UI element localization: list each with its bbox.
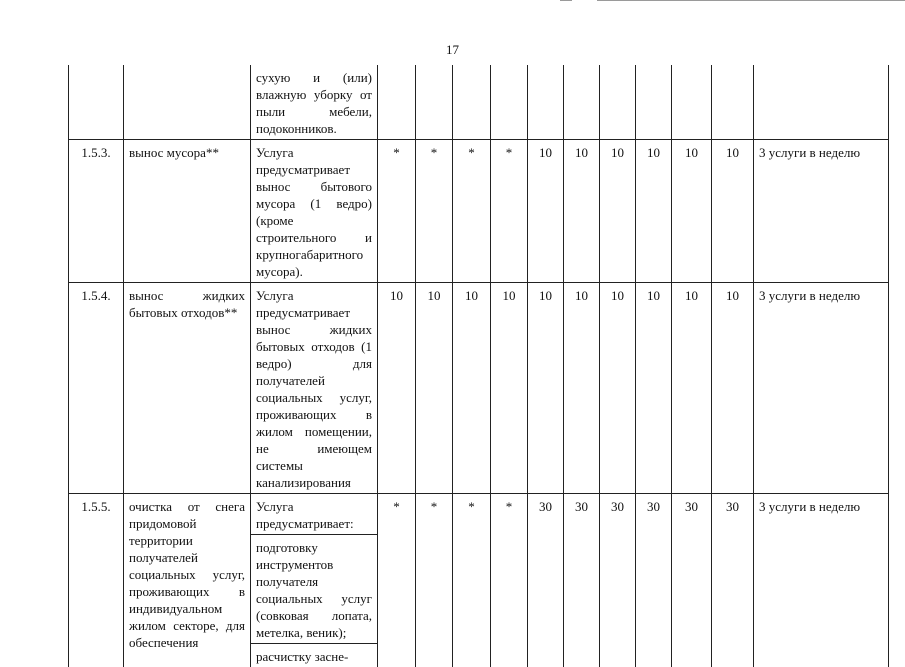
value-cell: 10 (636, 140, 672, 283)
frequency-cell: 3 услуги в неделю (754, 494, 889, 667)
value-cell: * (453, 140, 491, 283)
description-part: Услуга предусматривает вынос бытового мусора (1 ведро) (кроме строительного и крупногабаритного мусора). (251, 140, 377, 282)
value-cell: * (378, 140, 416, 283)
value-cell: * (453, 494, 491, 667)
value-cell (416, 65, 453, 140)
page-number: 17 (0, 42, 905, 58)
value-cell: 10 (600, 140, 636, 283)
service-name: вынос жидких бытовых отходов** (124, 283, 251, 494)
service-name (124, 65, 251, 140)
value-cell: * (416, 140, 453, 283)
value-cell: 10 (491, 283, 528, 494)
value-cell: 30 (528, 494, 564, 667)
value-cell: * (491, 494, 528, 667)
table-row (69, 494, 889, 667)
service-description (251, 494, 378, 667)
value-cell: 30 (564, 494, 600, 667)
value-cell: * (378, 494, 416, 667)
row-number (69, 65, 124, 140)
services-table (68, 65, 888, 598)
service-name: очистка от снега придомовой территории получателей социальных услуг, проживающих в индивидуальном жилом секторе, для обеспечения (124, 494, 251, 667)
value-cell: * (416, 494, 453, 667)
value-cell: 10 (453, 283, 491, 494)
description-part: Услуга предусматривает: (251, 494, 377, 534)
row-number: 1.5.3. (69, 140, 124, 283)
value-cell: 10 (378, 283, 416, 494)
table-row (69, 65, 889, 140)
value-cell: 10 (564, 283, 600, 494)
service-description (251, 65, 378, 140)
value-cell: 10 (672, 140, 712, 283)
value-cell: 30 (712, 494, 754, 667)
value-cell: 10 (636, 283, 672, 494)
value-cell: 30 (636, 494, 672, 667)
value-cell: 10 (528, 140, 564, 283)
value-cell: 10 (416, 283, 453, 494)
description-part: Услуга предусматривает вынос жидких бытовых отходов (1 ведро) для получателей социальных услуг, проживающих в жилом помещении, не имеющем системы канализирования (251, 283, 377, 493)
service-name: вынос мусора** (124, 140, 251, 283)
value-cell (528, 65, 564, 140)
description-part: подготовку инструментов получателя социальных услуг (совковая лопата, метелка, веник); (251, 534, 377, 643)
description-part: расчистку засне- (251, 643, 377, 667)
value-cell (564, 65, 600, 140)
service-description (251, 140, 378, 283)
value-cell: 10 (600, 283, 636, 494)
header-rule-right (597, 0, 905, 1)
header-rule-left (560, 0, 572, 1)
value-cell: 10 (712, 140, 754, 283)
value-cell: 10 (672, 283, 712, 494)
value-cell (672, 65, 712, 140)
table-row (69, 283, 889, 494)
value-cell: 10 (564, 140, 600, 283)
value-cell (378, 65, 416, 140)
frequency-cell: 3 услуги в неделю (754, 140, 889, 283)
description-part: сухую и (или) влажную уборку от пыли мебели, подоконников. (251, 65, 377, 139)
row-number: 1.5.5. (69, 494, 124, 667)
value-cell: 10 (528, 283, 564, 494)
row-number: 1.5.4. (69, 283, 124, 494)
value-cell: * (491, 140, 528, 283)
value-cell (453, 65, 491, 140)
value-cell (636, 65, 672, 140)
value-cell: 10 (712, 283, 754, 494)
value-cell: 30 (600, 494, 636, 667)
frequency-cell: 3 услуги в неделю (754, 283, 889, 494)
table-row (69, 140, 889, 283)
value-cell (600, 65, 636, 140)
frequency-cell (754, 65, 889, 140)
value-cell: 30 (672, 494, 712, 667)
value-cell (712, 65, 754, 140)
service-description (251, 283, 378, 494)
value-cell (491, 65, 528, 140)
